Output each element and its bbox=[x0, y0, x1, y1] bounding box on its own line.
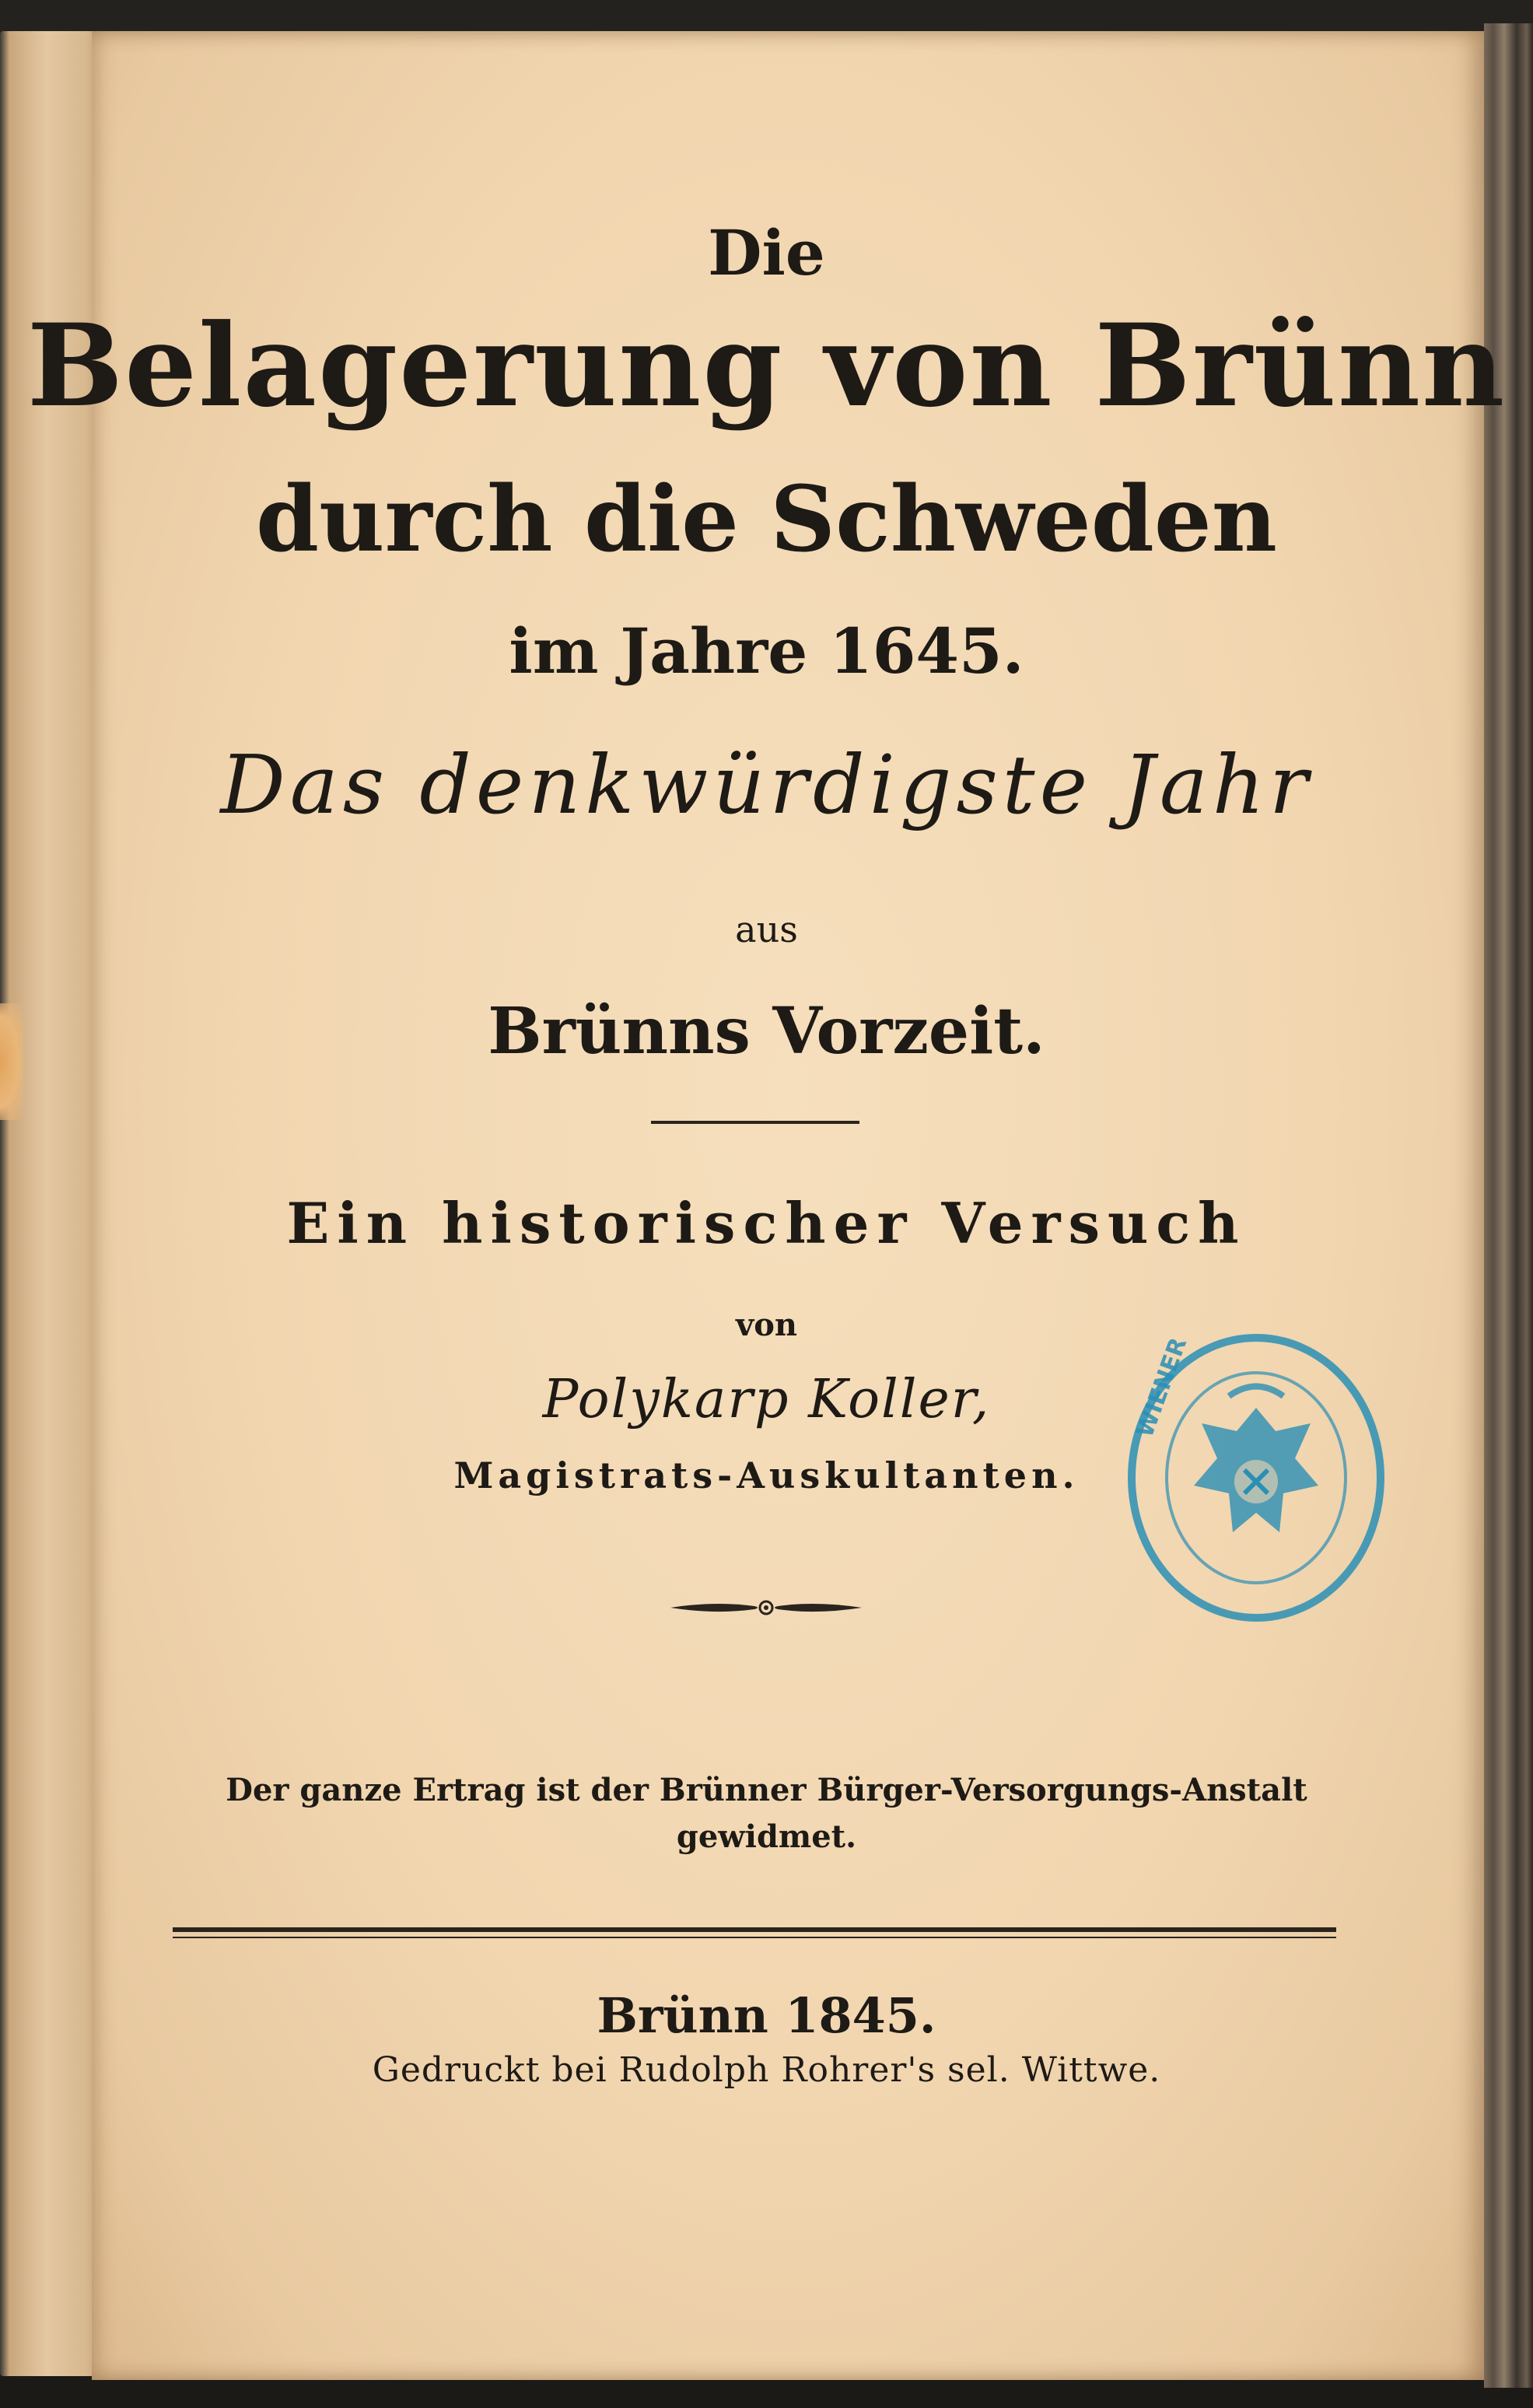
ornament-flourish bbox=[669, 1596, 863, 1619]
author-role: Magistrats-Auskultanten. bbox=[453, 1454, 1080, 1496]
title-main: Belagerung von Brünn bbox=[26, 299, 1507, 432]
subtitle-denkwuerdig: Das denkwürdigste Jahr bbox=[220, 737, 1313, 832]
byline-von: von bbox=[735, 1307, 797, 1343]
library-stamp bbox=[1120, 1322, 1392, 1633]
imprint-printer: Gedruckt bei Rudolph Rohrer's sel. Wittwe. bbox=[372, 2050, 1161, 2090]
title-die: Die bbox=[708, 216, 825, 289]
dedication-line-1: Der ganze Ertrag ist der Brünner Bürger-Versorgungs-Anstalt bbox=[226, 1772, 1307, 1808]
title-durch: durch die Schweden bbox=[256, 467, 1277, 572]
subtitle-versuch: Ein historischer Versuch bbox=[286, 1190, 1247, 1256]
imprint-rule-thick bbox=[173, 1927, 1336, 1932]
dedication-line-2: gewidmet. bbox=[676, 1818, 857, 1855]
author-name: Polykarp Koller, bbox=[542, 1369, 991, 1430]
subtitle-brunns: Brünns Vorzeit. bbox=[488, 994, 1045, 1069]
imprint-rule-thin bbox=[173, 1937, 1336, 1938]
subtitle-aus: aus bbox=[735, 908, 798, 950]
imprint-place-year: Brünn 1845. bbox=[597, 1987, 936, 2044]
scan-top-edge bbox=[0, 0, 1533, 33]
title-year: im Jahre 1645. bbox=[509, 614, 1024, 688]
stamp-text: WIENER bbox=[1131, 1334, 1193, 1441]
short-divider bbox=[651, 1121, 859, 1124]
